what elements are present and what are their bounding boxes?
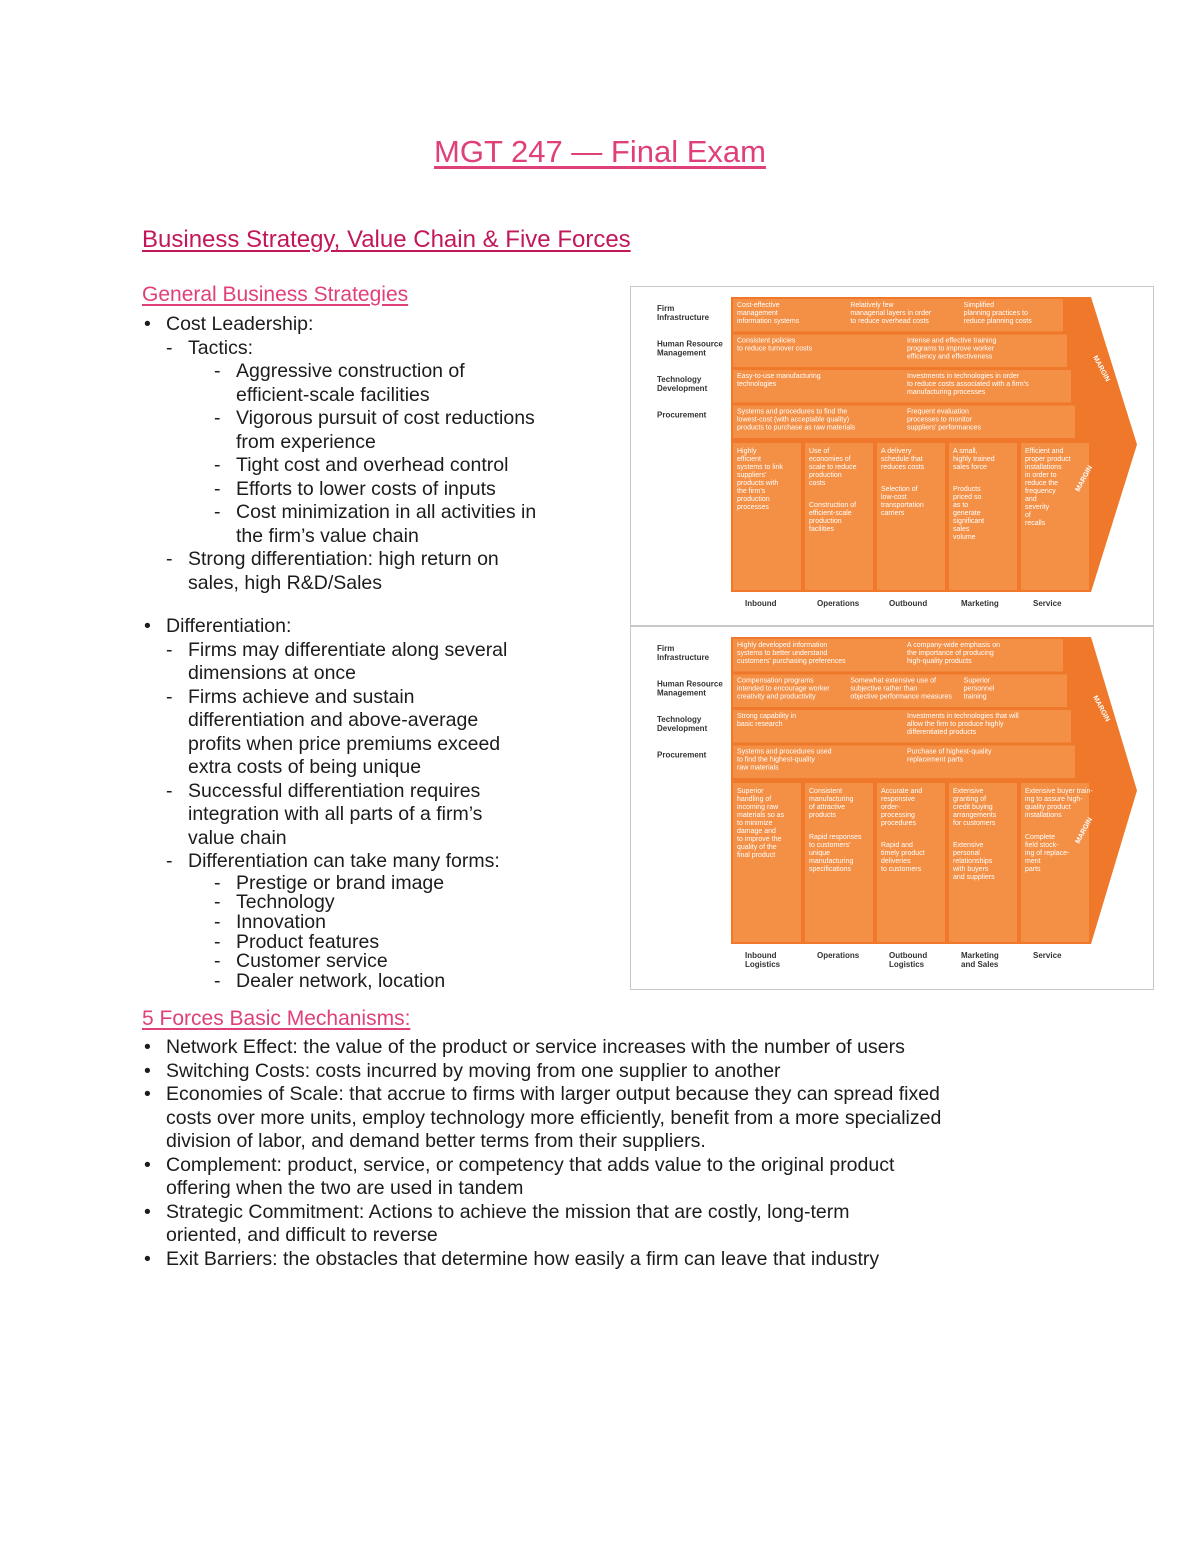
general-strategies-heading: General Business Strategies xyxy=(142,283,409,306)
primary-activity-label: Operations xyxy=(817,951,860,960)
margin-label: MARGIN xyxy=(1074,464,1095,493)
primary-activity-cell: Rapid and timely product deliveries to customers xyxy=(881,842,925,873)
list-item: • Complement: product, service, or competency that adds value to the original product offering when the two are used in tandem xyxy=(142,1154,1042,1201)
support-activity-cell: Consistent policies to reduce turnover costs xyxy=(737,337,813,353)
list-item: - Efforts to lower costs of inputs xyxy=(142,478,612,502)
margin-label: MARGIN xyxy=(1074,816,1095,845)
list-item: • Exit Barriers: the obstacles that determine how easily a firm can leave that industry xyxy=(142,1248,1042,1272)
support-activity-cell: Relatively few managerial layers in order to reduce overhead costs xyxy=(850,302,932,325)
list-item: - Strong differentiation: high return on sales, high R&D/Sales xyxy=(142,548,612,595)
support-activity-label: Firm Infrastructure xyxy=(657,644,710,662)
primary-activity-cell: Rapid responses to customers’ unique manufacturing specifications xyxy=(809,834,862,873)
differentiation-value-chain xyxy=(630,626,1154,990)
list-item: - Firms may differentiate along several dimensions at once xyxy=(142,639,612,686)
primary-activity-cell: Highly efficient systems to link suppliers’ products with the firm’s production processes xyxy=(737,448,783,511)
support-activity-label: Procurement xyxy=(657,410,707,420)
primary-activity-label: Outbound Logistics xyxy=(889,951,928,969)
list-item: - Firms achieve and sustain differentiation and above-average profits when price premiums exceed extra costs of being unique xyxy=(142,686,612,780)
list-item: - Product features xyxy=(142,933,612,953)
five-forces-heading: 5 Forces Basic Mechanisms: xyxy=(142,1007,411,1030)
support-activity-cell: Strong capability in basic research xyxy=(737,713,797,728)
support-activity-cell: Cost-effective management information systems xyxy=(737,302,800,325)
primary-activity-label: Inbound xyxy=(745,599,777,608)
list-item: - Differentiation can take many forms: xyxy=(142,850,612,874)
list-item: • Strategic Commitment: Actions to achieve the mission that are costly, long-term oriented, and difficult to reverse xyxy=(142,1201,1042,1248)
list-item: - Tight cost and overhead control xyxy=(142,454,612,478)
primary-activity-cell: Use of economies of scale to reduce production costs xyxy=(809,448,857,487)
support-activity-label: Firm Infrastructure xyxy=(657,304,710,322)
primary-activity-label: Service xyxy=(1033,951,1062,960)
general-strategies-list xyxy=(142,313,612,992)
support-activity-cell: A company-wide emphasis on the importance of producing high-quality products xyxy=(907,642,1000,665)
primary-activity-cell: A delivery schedule that reduces costs xyxy=(881,448,925,471)
primary-activity-cell: Superior handling of incoming raw materials so as to minimize damage and to improve the quality of the final product xyxy=(737,788,785,859)
section-heading: Business Strategy, Value Chain & Five Forces xyxy=(142,226,631,253)
list-item: - Cost minimization in all activities in the firm’s value chain xyxy=(142,501,612,548)
five-forces-list xyxy=(142,1036,1042,1271)
list-item: - Technology xyxy=(142,893,612,913)
primary-activity-cell: Consistent manufacturing of attractive products xyxy=(809,788,854,819)
cost-leadership-value-chain xyxy=(630,286,1154,626)
support-activity-cell: Investments in technologies in order to reduce costs associated with a firm’s manufacturing processes xyxy=(907,373,1029,396)
primary-activity-label: Operations xyxy=(817,599,860,608)
list-item: - Tactics: xyxy=(142,337,612,361)
value-chain-diagram xyxy=(631,287,1153,625)
primary-activity-cell: Accurate and responsive order-processing procedures xyxy=(881,788,923,827)
list-item: - Vigorous pursuit of cost reductions from experience xyxy=(142,407,612,454)
support-activity-cell: Investments in technologies that will allow the firm to produce highly differentiated products xyxy=(907,713,1019,736)
primary-activity-label: Marketing and Sales xyxy=(961,951,999,969)
primary-activity-cell: Complete field stock-ing of replace-ment parts xyxy=(1025,834,1070,873)
support-activity-label: Technology Development xyxy=(657,375,708,393)
primary-activity-cell: A small, highly trained sales force xyxy=(953,448,995,471)
primary-activity-cell: Construction of efficient-scale production facilities xyxy=(809,502,857,533)
list-item: • Differentiation: xyxy=(142,615,612,639)
support-activity-label: Human Resource Management xyxy=(657,339,723,358)
support-activity-cell: Superior personnel training xyxy=(963,677,995,701)
document-title: MGT 247 — Final Exam xyxy=(434,134,766,169)
support-activity-cell: Easy-to-use manufacturing technologies xyxy=(737,373,821,388)
list-item: • Cost Leadership: xyxy=(142,313,612,337)
margin-label: MARGIN xyxy=(1091,354,1111,384)
support-activity-cell: Purchase of highest-quality replacement parts xyxy=(907,748,992,764)
primary-activity-cell: Extensive granting of credit buying arrangements for customers xyxy=(953,788,997,827)
primary-activity-cell: Efficient and proper product installations in order to reduce the frequency and severity of recalls xyxy=(1025,448,1071,527)
primary-activity-cell: Products priced so as to generate significant sales volume xyxy=(953,486,985,541)
list-item: - Prestige or brand image xyxy=(142,874,612,894)
primary-activity-label: Marketing xyxy=(961,599,999,608)
list-item: - Innovation xyxy=(142,913,612,933)
value-chain-diagram xyxy=(631,627,1153,989)
list-item: - Aggressive construction of efficient-scale facilities xyxy=(142,360,612,407)
margin-label: MARGIN xyxy=(1091,694,1111,724)
support-activity-cell: Frequent evaluation processes to monitor suppliers’ performances xyxy=(907,408,982,432)
primary-activity-label: Outbound xyxy=(889,599,928,608)
support-activity-cell: Systems and procedures to find the lowest-cost (with acceptable quality) products to purchase as raw materials xyxy=(737,408,856,432)
support-activity-label: Technology Development xyxy=(657,715,708,733)
list-item: - Successful differentiation requires integration with all parts of a firm’s value chain xyxy=(142,780,612,851)
primary-activity-cell: Extensive personal relationships with buyers and suppliers xyxy=(953,842,995,881)
list-item: - Dealer network, location xyxy=(142,972,612,992)
support-activity-cell: Simplified planning practices to reduce planning costs xyxy=(963,302,1032,325)
support-activity-cell: Somewhat extensive use of subjective rather than objective performance measures xyxy=(850,677,952,701)
support-activity-cell: Compensation programs intended to encourage worker creativity and productivity xyxy=(737,677,830,701)
list-item: • Switching Costs: costs incurred by moving from one supplier to another xyxy=(142,1060,1042,1084)
primary-activity-label: Service xyxy=(1033,599,1062,608)
support-activity-cell: Systems and procedures used to find the highest-quality raw materials xyxy=(737,748,832,772)
support-activity-label: Procurement xyxy=(657,750,707,760)
list-item: • Economies of Scale: that accrue to firms with larger output because they can spread fixed costs over more units, employ technology more efficiently, benefit from a more specialized division of labor, and demand better terms from their suppliers. xyxy=(142,1083,1042,1154)
list-item: • Network Effect: the value of the product or service increases with the number of users xyxy=(142,1036,1042,1060)
primary-activity-cell: Extensive buyer train-ing to assure high-quality product installations xyxy=(1025,788,1093,819)
support-activity-cell: Intense and effective training programs to improve worker efficiency and effectiveness xyxy=(907,337,997,361)
primary-activity-label: Inbound Logistics xyxy=(745,951,781,969)
support-activity-cell: Highly developed information systems to better understand customers’ purchasing preferences xyxy=(737,642,846,665)
list-item: - Customer service xyxy=(142,952,612,972)
primary-activity-cell: Selection of low-cost transportation carriers xyxy=(881,486,924,517)
support-activity-label: Human Resource Management xyxy=(657,679,723,698)
